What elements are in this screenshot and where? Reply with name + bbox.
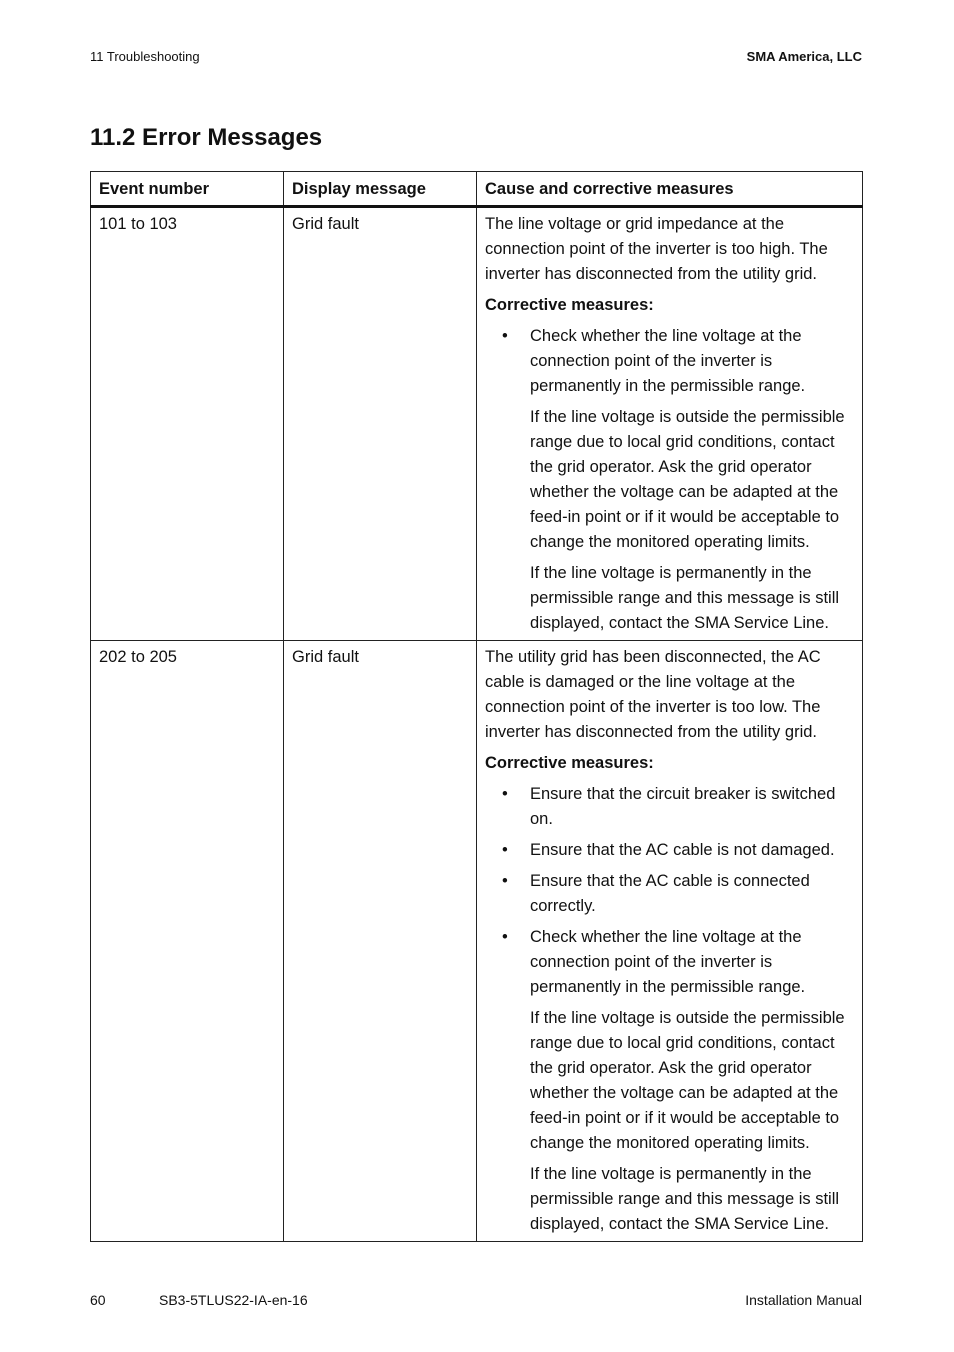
event-number-cell: 202 to 205	[91, 641, 284, 1242]
table-row	[91, 641, 863, 1242]
table-row	[91, 207, 863, 641]
measure-note: If the line voltage is permanently in the permissible range and this message is still displayed, contact the SMA Service Line.	[530, 564, 840, 632]
list-item: • Check whether the line voltage at the connection point of the inverter is permanently in the permissible range.	[485, 925, 854, 1000]
bullet-icon: •	[502, 928, 508, 946]
header-company: SMA America, LLC	[746, 49, 862, 64]
cause-cell	[477, 207, 863, 641]
measure-note: If the line voltage is outside the permissible range due to local grid conditions, contact the grid operator. Ask the grid operator whether the voltage can be adapted at the feed-in point or if it would be acceptable to change the monitored operating limits.	[530, 408, 845, 551]
measure-note: If the line voltage is outside the permissible range due to local grid conditions, contact the grid operator. Ask the grid operator whether the voltage can be adapted at the feed-in point or if it would be acceptable to change the monitored operating limits.	[530, 1009, 845, 1152]
document-type: Installation Manual	[745, 1292, 862, 1308]
document-id: SB3-5TLUS22-IA-en-16	[159, 1292, 308, 1308]
list-item: • Ensure that the circuit breaker is switched on.	[485, 782, 854, 832]
cause-cell	[477, 641, 863, 1242]
page-title: 11.2 Error Messages	[90, 124, 323, 151]
corrective-measures-label: Corrective measures:	[485, 296, 654, 314]
bullet-icon: •	[502, 872, 508, 890]
column-header-event-number: Event number	[91, 172, 284, 207]
error-messages-table	[90, 171, 863, 1242]
column-header-display-message: Display message	[284, 172, 477, 207]
page-number: 60	[90, 1292, 106, 1308]
list-item: • Ensure that the AC cable is connected correctly.	[485, 869, 854, 919]
corrective-measures-label: Corrective measures:	[485, 754, 654, 772]
list-item: • Check whether the line voltage at the connection point of the inverter is permanently in the permissible range.	[485, 324, 854, 399]
list-item: • Ensure that the AC cable is not damaged.	[485, 838, 854, 863]
bullet-icon: •	[502, 841, 508, 859]
display-message-cell: Grid fault	[284, 641, 477, 1242]
event-number-cell: 101 to 103	[91, 207, 284, 641]
column-header-cause: Cause and corrective measures	[477, 172, 863, 207]
table-header-row	[91, 172, 863, 207]
bullet-icon: •	[502, 327, 508, 345]
display-message-cell: Grid fault	[284, 207, 477, 641]
cause-text: The utility grid has been disconnected, the AC cable is damaged or the line voltage at the connection point of the inverter is too low. The inverter has disconnected from the utility grid.	[485, 648, 821, 741]
measures-list	[485, 782, 854, 1000]
cause-text: The line voltage or grid impedance at the connection point of the inverter is too high. The inverter has disconnected from the utility grid.	[485, 215, 828, 283]
measure-note: If the line voltage is permanently in the permissible range and this message is still displayed, contact the SMA Service Line.	[530, 1165, 840, 1233]
header-section: 11 Troubleshooting	[90, 49, 200, 64]
bullet-icon: •	[502, 785, 508, 803]
measures-list	[485, 324, 854, 399]
